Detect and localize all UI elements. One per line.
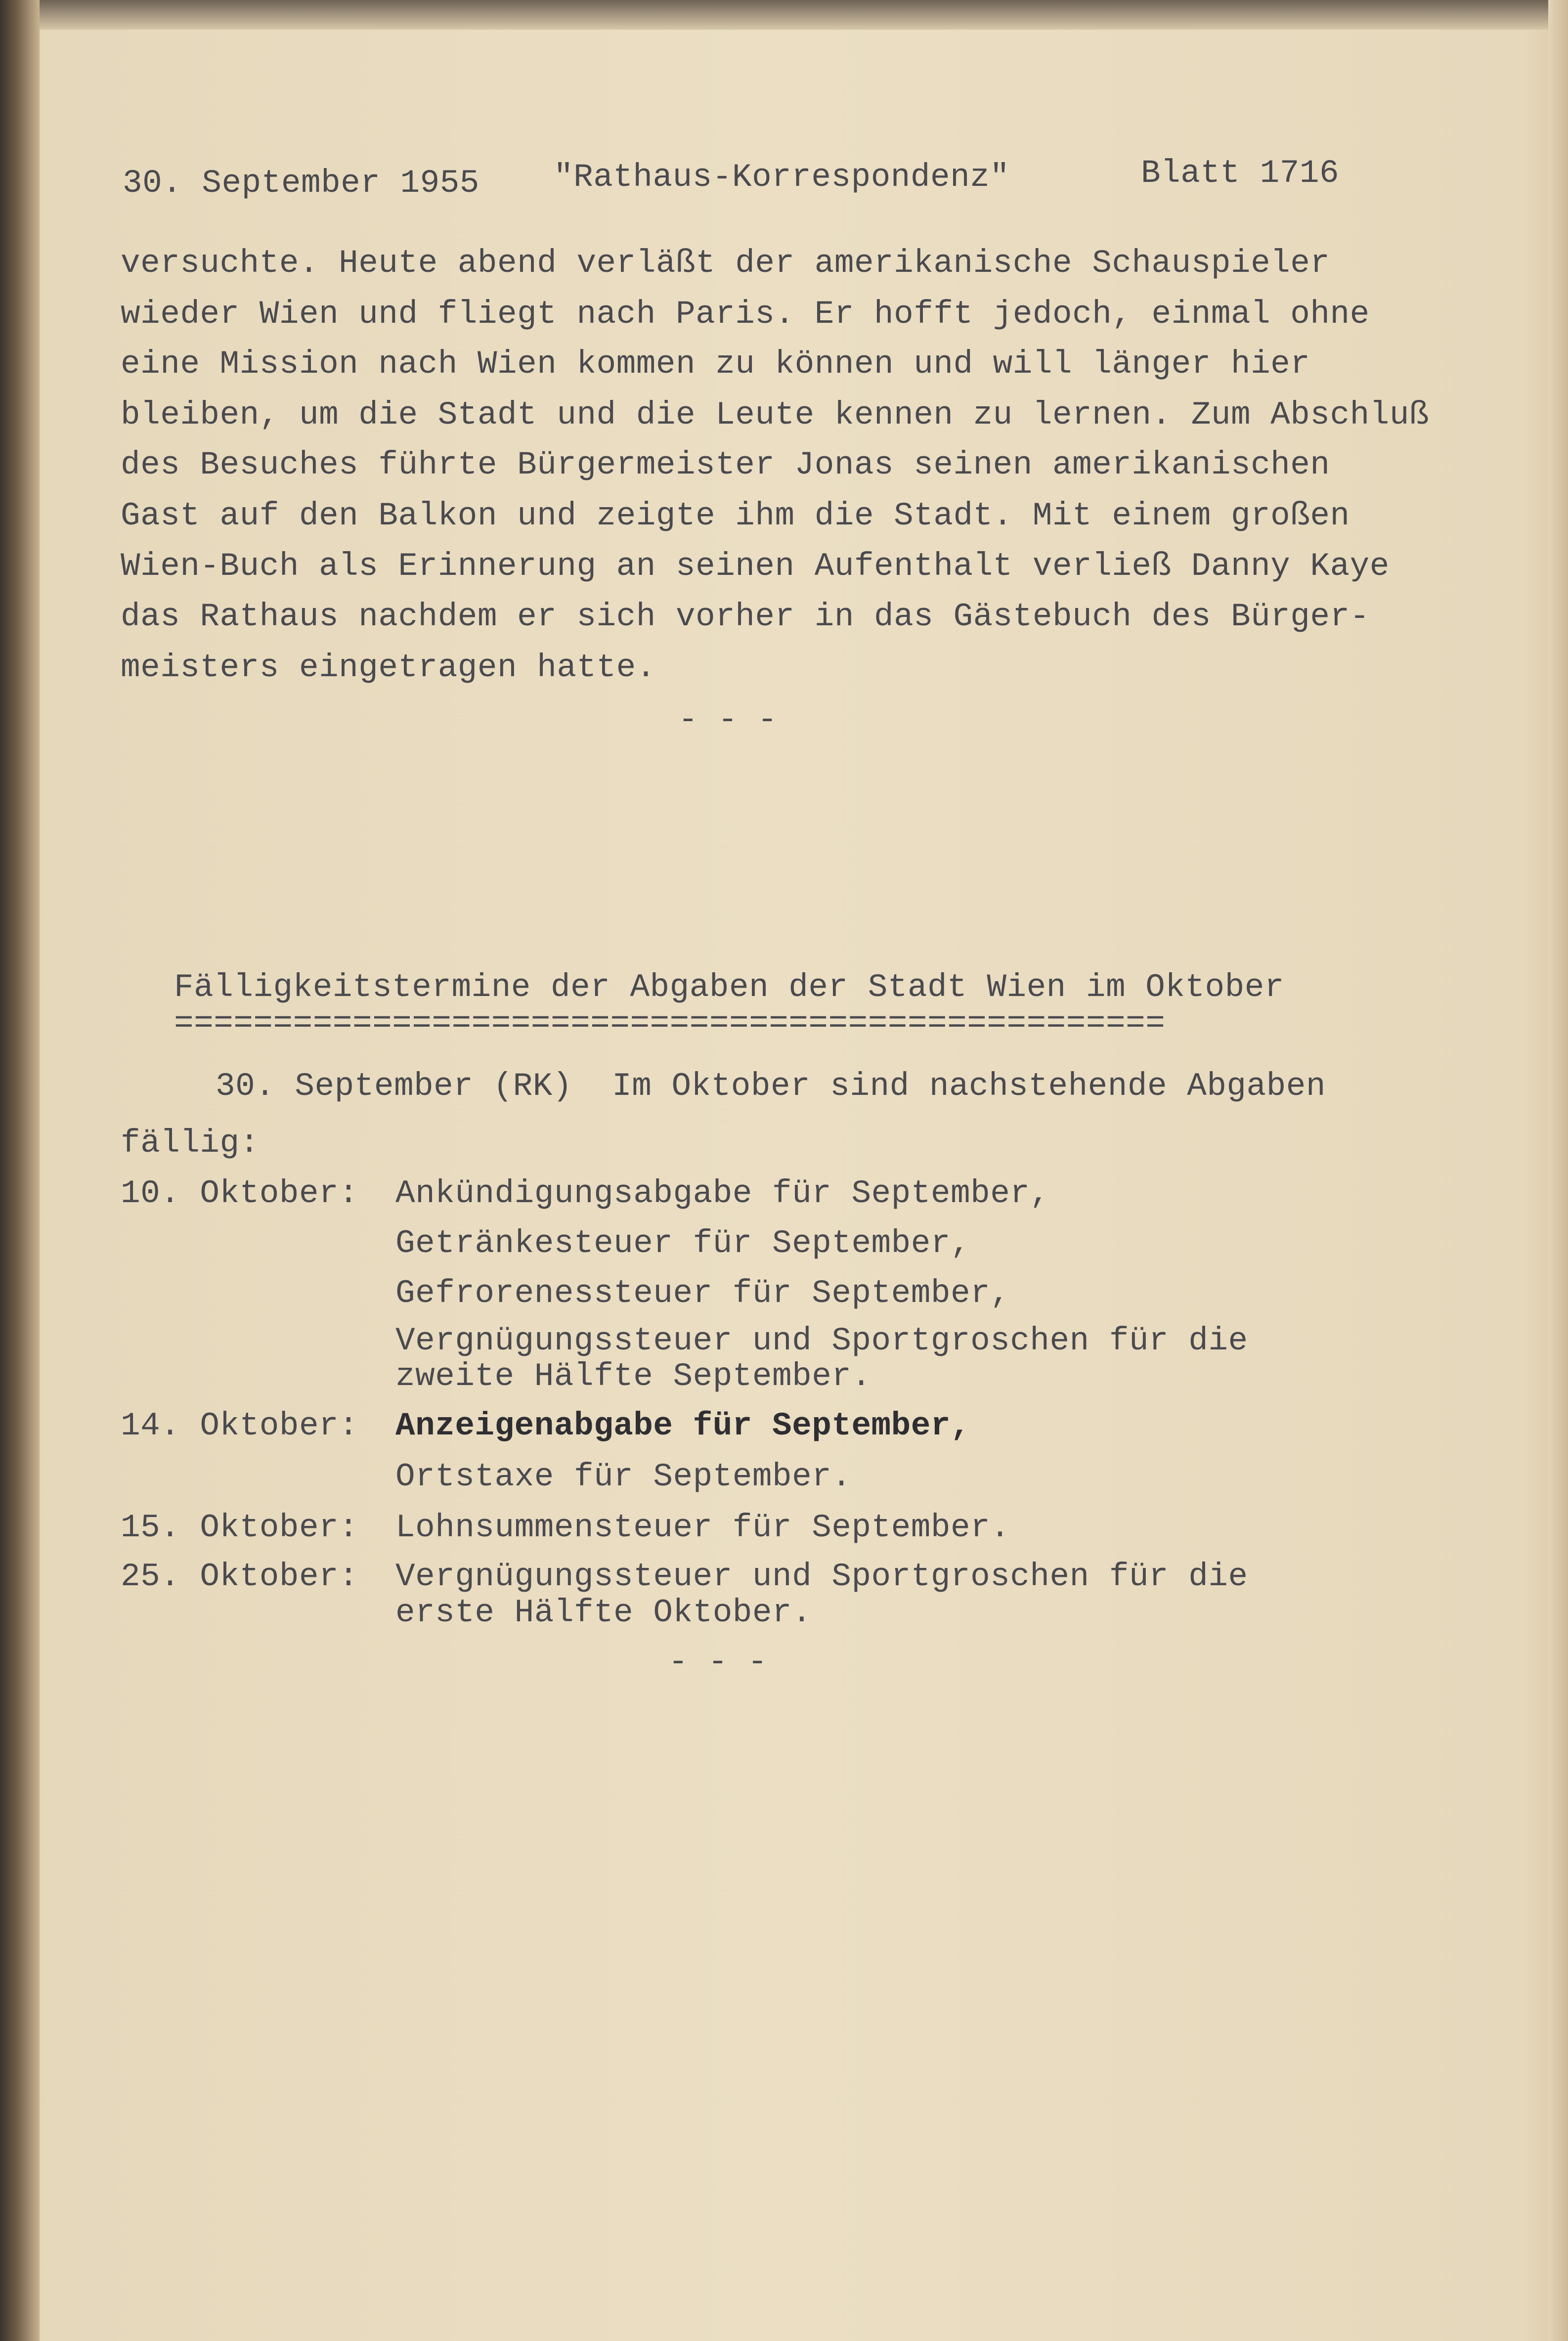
due-item: Vergnügungssteuer und Sportgroschen für die [395,1558,1248,1595]
due-item: Gefrorenessteuer für September, [395,1275,1010,1312]
binding-spine [0,0,40,2341]
due-item: zweite Hälfte September. [395,1358,871,1395]
article1-line: eine Mission nach Wien kommen zu können und will länger hier [121,346,1310,383]
due-item: Getränkesteuer für September, [395,1225,971,1262]
article1-line: das Rathaus nachdem er sich vorher in das Gästebuch des Bürger- [121,598,1370,635]
page-top-edge [0,0,1568,30]
due-date: 25. Oktober: [121,1558,359,1595]
article1-line: des Besuches führte Bürgermeister Jonas seinen amerikanischen [121,446,1330,483]
article1-line: bleiben, um die Stadt und die Leute kennen zu lernen. Zum Abschluß [121,396,1430,434]
article1-line: Gast auf den Balkon und zeigte ihm die Stadt. Mit einem großen [121,497,1350,534]
due-item: erste Hälfte Oktober. [395,1594,812,1631]
article1-line: Wien-Buch als Erinnerung an seinen Aufenthalt verließ Danny Kaye [121,548,1390,585]
due-item: Lohnsummensteuer für September. [395,1509,1010,1546]
due-item: Vergnügungssteuer und Sportgroschen für die [395,1322,1248,1359]
article2-intro: fällig: [121,1125,260,1162]
due-item: Anzeigenabgabe für September, [395,1407,971,1444]
article2-title: Fälligkeitstermine der Abgaben der Stadt Wien im Oktober [174,969,1284,1006]
header-date: 30. September 1955 [123,165,479,202]
due-item: Ortstaxe für September. [395,1458,852,1495]
page-right-edge [1548,0,1568,2341]
header-sheet: Blatt 1716 [1141,155,1340,192]
article1-separator: - - - [678,701,778,738]
due-date: 10. Oktober: [121,1175,359,1212]
article1-line: wieder Wien und fliegt nach Paris. Er hofft jedoch, einmal ohne [121,296,1370,333]
due-item: Ankündigungsabgabe für September, [395,1175,1050,1212]
article2-separator: - - - [668,1644,768,1681]
due-date: 15. Oktober: [121,1509,359,1546]
article2-intro: 30. September (RK) Im Oktober sind nachstehende Abgaben [216,1068,1326,1105]
header-publication: "Rathaus-Korrespondenz" [554,159,1010,196]
article1-line: versuchte. Heute abend verläßt der amerikanische Schauspieler [121,245,1330,282]
due-date: 14. Oktober: [121,1407,359,1444]
article1-line: meisters eingetragen hatte. [121,649,656,686]
article2-title-underline: ================================================== [174,1005,1166,1042]
